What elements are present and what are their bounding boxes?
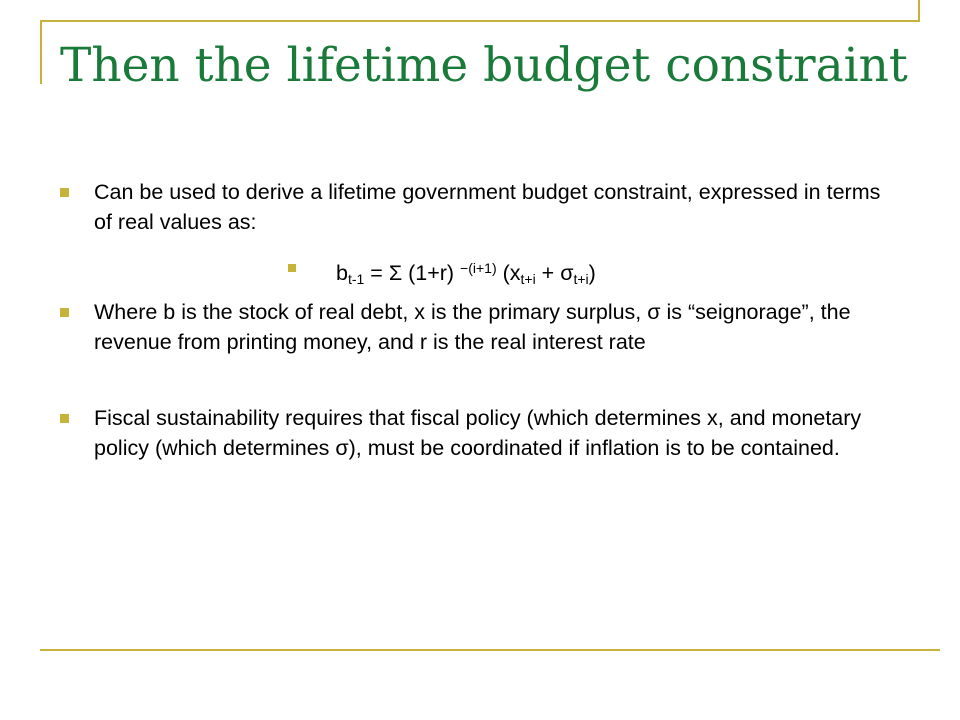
equation-close: ): [588, 261, 596, 285]
equation-sum: = Σ (1+r): [364, 261, 461, 285]
equation-b-subscript: t-1: [347, 271, 365, 287]
bullet-item: [60, 403, 940, 463]
sub-bullet-item: [288, 253, 596, 294]
square-bullet-icon: [60, 188, 69, 197]
equation-sigma-subscript: t+i: [573, 271, 589, 287]
slide-title: Then the lifetime budget constraint: [60, 38, 908, 93]
equation-exponent: −(i+1): [460, 260, 497, 276]
bullet-item: [60, 297, 940, 357]
equation-open: (x: [496, 261, 521, 285]
left-border-line: [40, 20, 42, 84]
budget-equation: [336, 253, 596, 294]
equation-x-subscript: t+i: [520, 271, 536, 287]
bottom-border-line: [40, 649, 940, 651]
right-border-line: [918, 0, 920, 22]
square-bullet-icon: [288, 264, 296, 272]
bullet-text: Fiscal sustainability requires that fiscal policy (which determines x, and monetary policy (which determines σ), must be coordinated if inflation is to be contained.: [94, 406, 862, 460]
equation-plus-sigma: + σ: [535, 261, 574, 285]
equation-b: b: [336, 261, 348, 285]
bullet-text: Where b is the stock of real debt, x is the primary surplus, σ is “seignorage”, the revenue from printing money, and r is the real interest rate: [94, 300, 851, 354]
bullet-text: Can be used to derive a lifetime government budget constraint, expressed in terms of real values as:: [94, 180, 881, 234]
square-bullet-icon: [60, 308, 69, 317]
bullet-item: [60, 177, 940, 237]
top-border-line: [40, 20, 920, 22]
square-bullet-icon: [60, 414, 69, 423]
